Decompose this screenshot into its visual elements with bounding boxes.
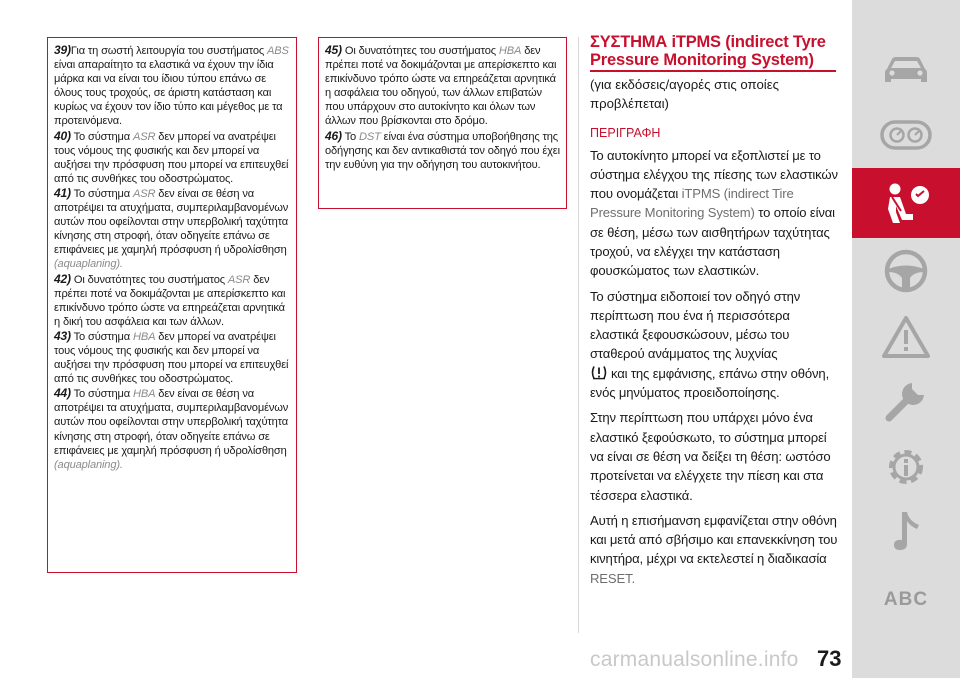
dashboard-gauges-icon[interactable]: [852, 104, 960, 166]
notes-box-left: [47, 37, 297, 573]
watermark: carmanualsonline.info: [590, 648, 799, 671]
paragraph-1-text-c: το οποίο είναι σε θέση, μέσω των αισθητήρων ταχύτητας τροχού, να ελέγχει την κατάσταση φουσκώματος των ελαστικών.: [590, 205, 835, 279]
note-number: 41): [54, 185, 71, 200]
chapter-sidebar: [852, 0, 960, 678]
note-text: είναι ένα σύστημα υποβοήθησης της οδήγησης και δεν αντικαθιστά τον οδηγό που έχει την ευθύνη για την οδήγηση του αυτοκινήτου.: [325, 130, 560, 171]
title-underline: [590, 70, 836, 72]
notes-box-middle: [318, 37, 567, 209]
paragraph-3: Στην περίπτωση που υπάρχει μόνο ένα ελαστικό ξεφούσκωτο, το σύστημα μπορεί να είναι σε θέση να δείξει τη θέση: ωστόσο προτείνεται να ελέγχετε την πίεση και στα τέσσερα ελαστικά.: [590, 410, 831, 503]
section-title-line1: ΣΥΣΤΗΜΑ iTPMS (indirect Tyre: [590, 33, 826, 51]
paragraph-1-system-name: iTPMS (indirect Tire Pressure Monitoring System): [590, 186, 794, 221]
note-term: (aquaplaning).: [54, 458, 123, 471]
note-term: HBA: [498, 45, 522, 57]
abc-index-tab[interactable]: [852, 572, 960, 628]
paragraph-1-text-a: Το αυτοκίνητο μπορεί να εξοπλιστεί με το σύστημα ελέγχου της πίεσης των ελαστικών που ονομάζεται: [590, 147, 838, 202]
note-text: Οι δυνατότητες του συστήματος: [70, 273, 228, 286]
warning-note: [54, 43, 290, 129]
paragraph-2-text-b: και της εμφάνισης, επάνω στην οθόνη, ενός μηνύματος προειδοποίησης.: [590, 365, 830, 401]
note-term: ASR: [133, 130, 156, 143]
note-term: ASR: [133, 187, 156, 200]
section-subtitle: (για εκδόσεις/αγορές στις οποίες προβλέπεται): [590, 76, 779, 111]
wrench-icon[interactable]: [852, 370, 960, 432]
warning-note: [54, 129, 290, 186]
warning-triangle-icon[interactable]: [852, 306, 960, 368]
column-divider: [578, 37, 579, 633]
note-text: δεν μπορεί να ανατρέψει τους νόμους της φυσικής και δεν μπορεί να αυξήσει την πρόσφυση που μπορεί να επιτευχθεί από τις συνθήκες του οδοστρώματος.: [54, 130, 289, 185]
note-number: 43): [54, 328, 71, 343]
steering-wheel-icon[interactable]: [852, 240, 960, 302]
note-text: Το σύστημα: [70, 388, 133, 401]
note-text: είναι απαραίτητο τα ελαστικά να έχουν την ίδια μάρκα και να είναι του ίδιου τύπου επάνω σε όλους τους τροχούς, σε άριστη κατάσταση και κυρίως να έχουν τον ίδιο τύπο και μέγεθος με τα προτεινόμενα.: [54, 59, 283, 128]
note-text: Το: [341, 130, 359, 143]
note-term: ABS: [267, 45, 289, 57]
paragraph-4-text-a: Αυτή η επισήμανση εμφανίζεται στην οθόνη και μετά από σβήσιμο και επανεκκίνηση του κινητήρα, μέχρι να εκτελεστεί η διαδικασία: [590, 512, 838, 567]
section-title: [590, 33, 840, 69]
itpms-section: [590, 33, 840, 594]
note-term: HBA: [133, 330, 156, 343]
warning-note: [54, 329, 290, 386]
paragraph-4: [590, 511, 840, 588]
paragraph-1: [590, 146, 840, 281]
warning-note: [54, 386, 290, 472]
description-heading: ΠΕΡΙΓΡΑΦΗ: [590, 125, 661, 140]
note-number: 46): [325, 128, 342, 143]
note-term: DST: [359, 130, 381, 143]
note-text: δεν είναι σε θέση να αποτρέψει τα ατυχήματα, συμπεριλαμβανομένων αυτών που οφείλονται στην υπερβολική ταχύτητα κίνησης στη στροφή, όταν οδηγείτε επάνω σε επιφάνειες με χαμηλή πρόσφυση ή υδρολίσθηση: [54, 388, 289, 457]
airbag-seatbelt-icon[interactable]: [852, 168, 960, 238]
note-text: Για τη σωστή λειτουργία του συστήματος: [70, 45, 267, 57]
warning-note: [54, 186, 290, 272]
reset-keyword: RESET.: [590, 570, 635, 586]
paragraph-2: [590, 287, 840, 403]
tyre-pressure-warning-icon: [590, 365, 608, 380]
page-number: 73: [817, 646, 842, 671]
abc-label: ABC: [883, 589, 929, 610]
paragraph-2-text-a: Το σύστημα ειδοποιεί τον οδηγό στην περίπτωση που ένα ή περισσότερα ελαστικά ξεφουσκώσουν, μέσω του σταθερού ανάμματος της λυχνίας: [590, 288, 801, 362]
note-term: HBA: [133, 388, 156, 401]
note-text: Το σύστημα: [70, 330, 133, 343]
note-number: 39): [54, 43, 71, 57]
note-number: 42): [54, 271, 71, 286]
note-text: δεν πρέπει ποτέ να δοκιμάζονται με απερίσκεπτο και επικίνδυνο τρόπο ώστε να επηρεάζεται αρνητικά η ασφάλεια του οδηγού, των άλλων επιβατών που υπάρχουν στο αυτοκίνητο και όλων των άλλων που βρίσκονται στο δρόμο.: [325, 45, 557, 128]
warning-note: [54, 272, 290, 329]
note-text: Το σύστημα: [70, 187, 133, 200]
section-title-line2: Pressure Monitoring System): [590, 51, 814, 69]
note-text: δεν είναι σε θέση να αποτρέψει τα ατυχήματα, συμπεριλαμβανομένων αυτών που οφείλονται στην υπερβολική ταχύτητα κίνησης στη στροφή, όταν οδηγείτε επάνω σε επιφάνειες με χαμηλή πρόσφυση ή υδρολίσθηση: [54, 187, 289, 257]
note-text: δεν πρέπει ποτέ να δοκιμάζονται με απερίσκεπτο και επικίνδυνο τρόπο ώστε να επηρεάζεται αρνητικά η δική του ασφάλεια και των άλλων.: [54, 273, 286, 328]
note-text: δεν μπορεί να ανατρέψει τους νόμους της φυσικής και δεν μπορεί να αυξήσει την πρόσφυση που μπορεί να επιτευχθεί από τις συνθήκες του οδοστρώματος.: [54, 330, 289, 386]
warning-note: [325, 43, 560, 129]
note-term: ASR: [227, 273, 251, 286]
note-text: Το σύστημα: [70, 130, 133, 143]
note-number: 40): [54, 128, 71, 143]
car-icon[interactable]: [852, 40, 960, 102]
note-term: (aquaplaning).: [54, 258, 123, 271]
note-number: 45): [325, 43, 342, 57]
warning-note: [325, 129, 560, 172]
note-text: Οι δυνατότητες του συστήματος: [341, 45, 499, 57]
music-note-icon[interactable]: [852, 500, 960, 562]
note-number: 44): [54, 386, 71, 401]
settings-gear-icon[interactable]: [852, 436, 960, 498]
